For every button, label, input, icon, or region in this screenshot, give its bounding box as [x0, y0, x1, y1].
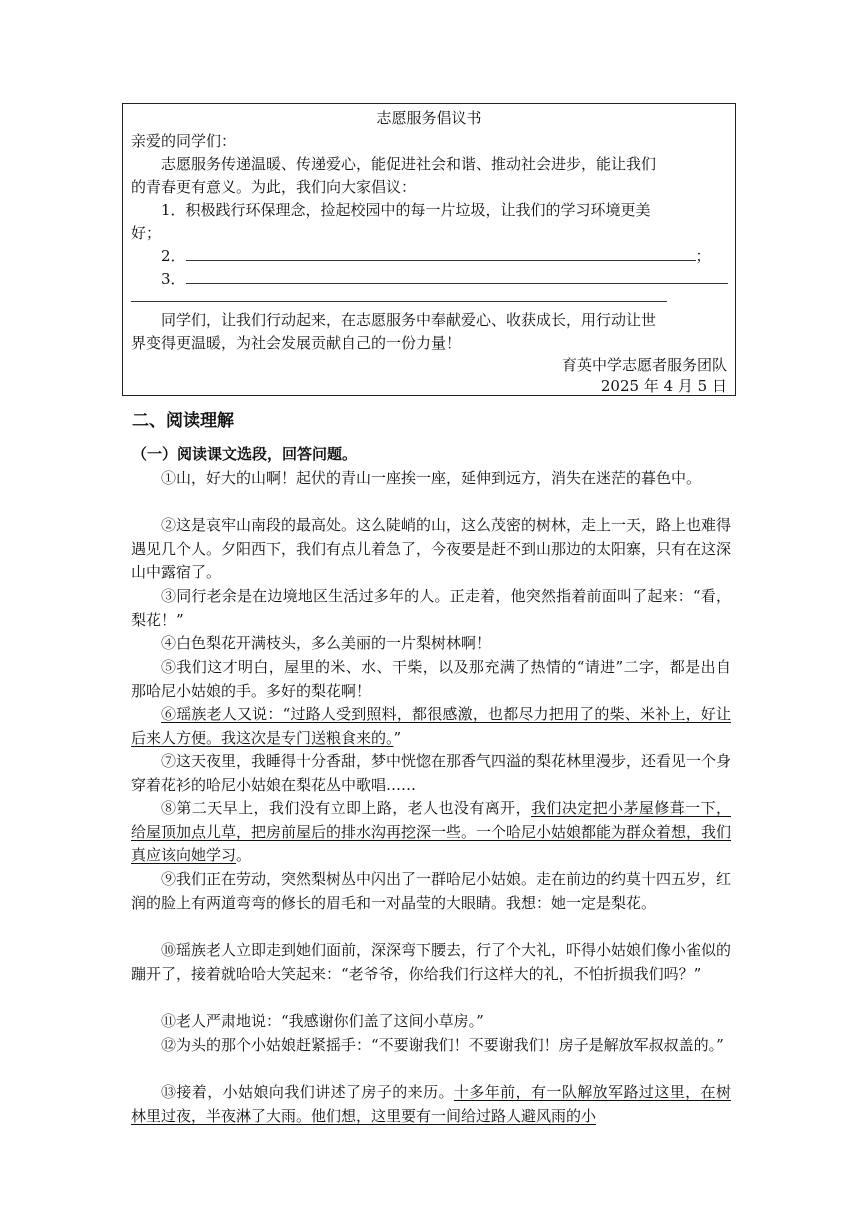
item3-answer-blank[interactable] [186, 269, 728, 284]
paragraph-8-underlined: 我们决定把小茅屋修葺一下，给屋顶加点儿草，把房前屋后的排水沟再挖深一些。一个哈尼小姑娘都能为群众着想，我们真应该向她学习 [131, 799, 732, 864]
proposal-closing-line1: 同学们，让我们行动起来，在志愿服务中奉献爱心、收获成长，用行动让世 [161, 311, 657, 329]
proposal-box [122, 103, 736, 396]
paragraph-8-tail: 。 [236, 846, 252, 864]
proposal-item1-line2: 好； [131, 224, 162, 242]
paragraph-8-start: ⑧第二天早上，我们没有立即上路，老人也没有离开， [161, 799, 531, 817]
paragraph-10: ⑩瑶族老人立即走到她们面前，深深弯下腰去，行了个大礼，吓得小姑娘们像小雀似的蹦开了，接着就哈哈大笑起来：“老爷爷，你给我们行这样大的礼，不怕折损我们吗？” [131, 941, 732, 983]
item3-number: 3． [161, 270, 186, 288]
paragraph-5: ⑤我们这才明白，屋里的米、水、干柴，以及那充满了热情的“请进”二字，都是出自那哈尼小姑娘的手。多好的梨花啊！ [131, 658, 731, 700]
paragraph-6 [131, 703, 731, 750]
section-heading: 二、阅读理解 [132, 411, 234, 431]
item2-answer-blank[interactable] [186, 246, 696, 261]
proposal-item3 [161, 268, 728, 290]
paragraph-12: ⑫为头的那个小姑娘赶紧摇手：“不要谢我们！不要谢我们！房子是解放军叔叔盖的。” [161, 1036, 724, 1054]
paragraph-6-tail: ” [393, 728, 402, 747]
proposal-item1-line1: 1．积极践行环保理念，捡起校园中的每一片垃圾，让我们的学习环境更美 [161, 201, 651, 219]
proposal-greeting: 亲爱的同学们： [131, 132, 237, 150]
paragraph-11: ⑪老人严肃地说：“我感谢你们盖了这间小草房。” [161, 1012, 484, 1030]
paragraph-8 [131, 797, 731, 868]
section-subheading: （一）阅读课文选段，回答问题。 [132, 445, 358, 463]
paragraph-9: ⑨我们正在劳动，突然梨树丛中闪出了一群哈尼小姑娘。走在前边的约莫十四五岁，红润的脸上有两道弯弯的修长的眉毛和一对晶莹的大眼睛。我想：她一定是梨花。 [131, 870, 732, 912]
proposal-intro-line1: 志愿服务传递温暖、传递爱心，能促进社会和谐、推动社会进步，能让我们 [161, 155, 657, 173]
paragraph-7: ⑦这天夜里，我睡得十分香甜，梦中恍惚在那香气四溢的梨花林里漫步，还看见一个身穿着花衫的哈尼小姑娘在梨花丛中歌唱…… [131, 752, 732, 794]
item3-answer-rule[interactable] [131, 301, 667, 302]
paragraph-13-underlined: 十多年前，有一队解放军路过这里，在树林里过夜，半夜淋了大雨。他们想，这里要有一间给过路人避风雨的小 [131, 1083, 731, 1125]
paragraph-13 [131, 1081, 731, 1128]
paragraph-2: ②这是哀牢山南段的最高处。这么陡峭的山，这么茂密的树林，走上一天，路上也难得遇见几个人。夕阳西下，我们有点儿着急了，今夜要是赶不到山那边的太阳寨，只有在这深山中露宿了。 [131, 516, 732, 581]
proposal-intro-line2: 的青春更有意义。为此，我们向大家倡议： [131, 178, 417, 196]
item2-number: 2． [161, 247, 186, 265]
proposal-date: 2025 年 4 月 5 日 [600, 377, 727, 395]
paragraph-13-start: ⑬接着，小姑娘向我们讲述了房子的来历。 [161, 1083, 454, 1101]
item2-end: ； [695, 247, 711, 265]
proposal-title: 志愿服务倡议书 [376, 109, 482, 127]
paragraph-3: ③同行老余是在边境地区生活过多年的人。正走着，他突然指着前面叫了起来：“看，梨花！” [131, 587, 731, 629]
paragraph-1: ①山，好大的山啊！起伏的青山一座挨一座，延伸到远方，消失在迷茫的暮色中。 [161, 469, 702, 487]
proposal-item2 [161, 245, 711, 267]
proposal-closing-line2: 界变得更温暖，为社会发展贡献自己的一份力量！ [131, 334, 462, 352]
proposal-signature: 育英中学志愿者服务团队 [561, 356, 727, 374]
paragraph-6-underlined: ⑥瑶族老人又说：“过路人受到照料，都很感激，也都尽力把用了的柴、米补上，好让后来人方便。我这次是专门送粮食来的。 [131, 705, 731, 747]
paragraph-4: ④白色梨花开满枝头，多么美丽的一片梨树林啊！ [161, 634, 492, 652]
